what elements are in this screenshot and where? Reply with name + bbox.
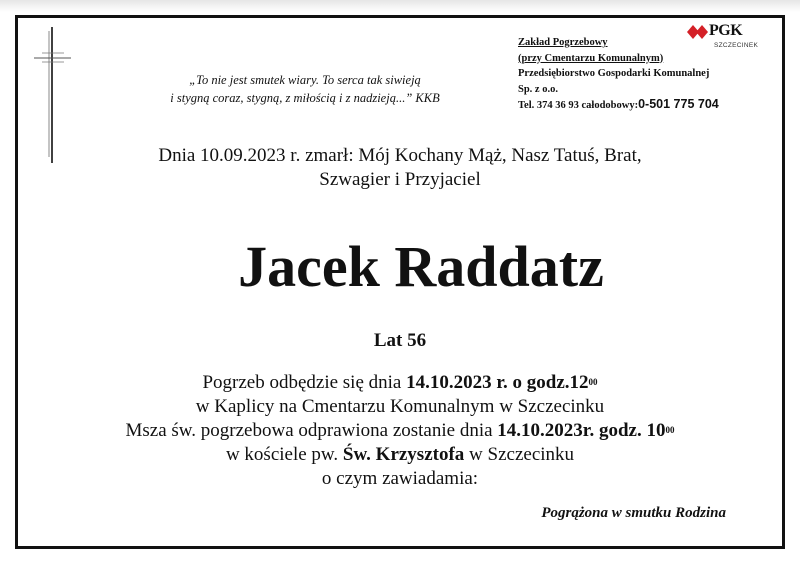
signature: Pogrążona w smutku Rodzina [541, 505, 726, 521]
logo-city: SZCZECINEK [714, 42, 759, 49]
announcement-line-1: Dnia 10.09.2023 r. zmarł: Mój Kochany Mąż, Nasz Tatuś, Brat, [158, 145, 642, 166]
church-name: Św. Krzysztofa [342, 444, 465, 465]
funeral-prefix: Pogrzeb odbędzie się dnia [202, 372, 407, 393]
church-suffix: w Szczecinku [464, 444, 575, 465]
mass-minutes: 00 [665, 425, 675, 435]
company-name-1: Zakład Pogrzebowy [518, 37, 608, 48]
church-row [0, 443, 800, 467]
mass-time-row [0, 419, 800, 443]
funeral-time-row [0, 371, 800, 395]
funeral-details [0, 371, 800, 491]
company-name-4: Sp. z o.o. [518, 83, 558, 95]
quote-line-1: „To nie jest smutek wiary. To serca tak siwieją [189, 73, 421, 87]
phone-24h: 0-501 775 704 [638, 97, 719, 111]
funeral-place-row: w Kaplicy na Cmentarzu Komunalnym w Szczecinku [195, 396, 605, 417]
mass-date: 14.10.2023r. godz. 10 [497, 420, 666, 441]
logo-text: PGK [709, 22, 743, 39]
funeral-minutes: 00 [588, 377, 598, 387]
notify-row: o czym zawiadamia: [321, 468, 479, 489]
pgk-logo [687, 24, 767, 52]
company-phone [518, 97, 778, 114]
funeral-date: 14.10.2023 r. o godz.12 [406, 372, 589, 393]
diamond-logo-icon [687, 25, 711, 39]
deceased-age: Lat 56 [373, 330, 427, 351]
company-name-3: Przedsiębiorstwo Gospodarki Komunalnej [518, 68, 710, 79]
mass-prefix: Msza św. pogrzebowa odprawiona zostanie dnia [125, 420, 498, 441]
quote-line-2: i stygną coraz, stygną, z miłością i z nadzieją...” KKB [170, 91, 440, 105]
church-prefix: w kościele pw. [225, 444, 343, 465]
top-strip [0, 0, 800, 12]
announcement-line-2: Szwagier i Przyjaciel [319, 169, 481, 190]
company-name-2: (przy Cmentarzu Komunalnym) [518, 52, 664, 64]
quote [140, 71, 470, 107]
deceased-name: Jacek Raddatz [238, 234, 604, 299]
death-announcement [0, 144, 800, 192]
phone-label: Tel. 374 36 93 całodobowy: [518, 100, 639, 111]
